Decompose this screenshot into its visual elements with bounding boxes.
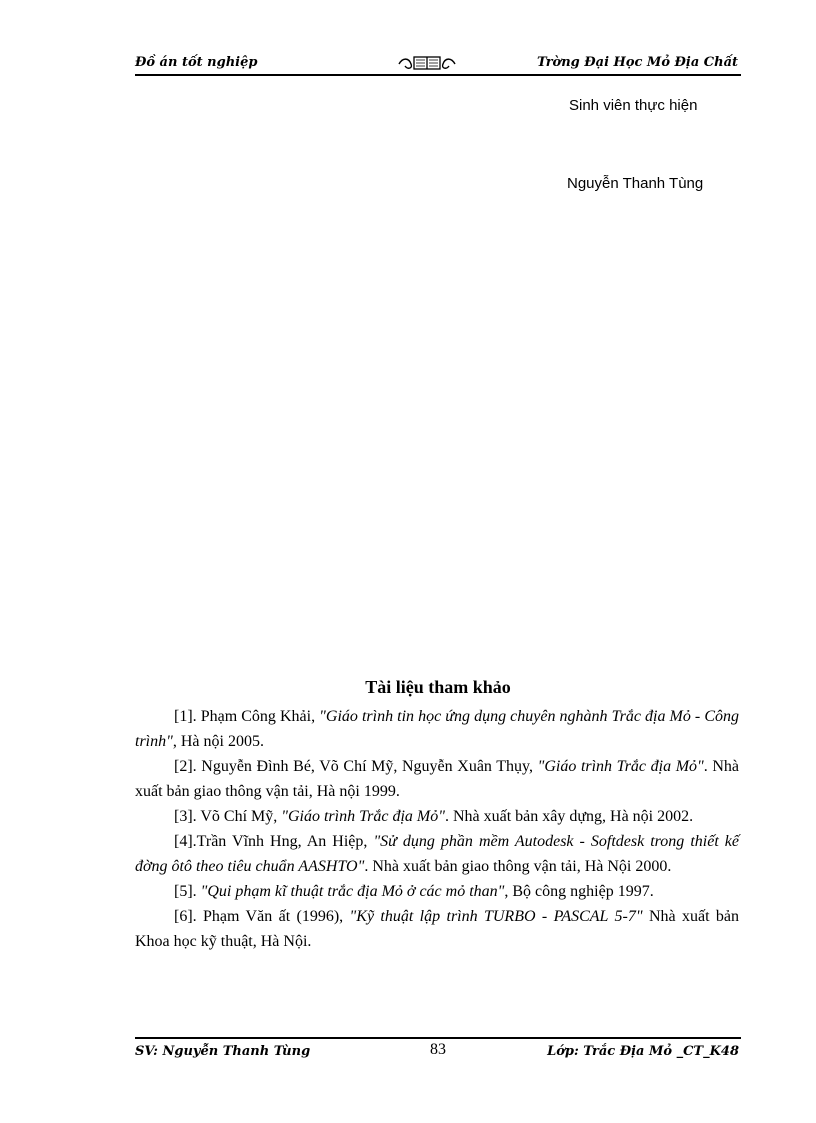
page-footer [135,1037,741,1063]
book-ornament-icon [396,54,458,72]
reference-item-3 [135,804,739,829]
reference-item-4 [135,829,739,879]
references-list [135,704,739,954]
reference-author: [3]. Võ Chí Mỹ, [174,808,282,825]
page-header [135,54,741,76]
footer-student: SV: Nguyễn Thanh Tùng [135,1044,311,1059]
signature-label: Sinh viên thực hiện [569,97,698,114]
reference-title: "Giáo trình Trắc địa Mỏ" [537,758,704,775]
reference-publication: . Nhà xuất bản giao thông vận tải, Hà nội 1999. [135,758,740,800]
reference-publication: . Nhà xuất bản giao thông vận tải, Hà Nội 2000. [364,858,672,875]
reference-author: [5]. [174,883,201,900]
reference-title: "Giáo trình Trắc địa Mỏ" [281,808,445,825]
page-number: 83 [430,1041,446,1058]
footer-class: Lớp: Trắc Địa Mỏ _CT_K48 [547,1044,739,1059]
reference-author: [6]. Phạm Văn ất (1996), [174,908,350,925]
reference-publication: Nhà xuất bản Khoa học kỹ thuật, Hà Nội. [135,908,740,950]
reference-author: [1]. Phạm Công Khải, [174,708,320,725]
reference-title: "Giáo trình tin học ứng dụng chuyên nghành Trắc địa Mỏ - Công trình" [135,708,740,750]
reference-item-5 [135,879,739,904]
reference-item-6 [135,904,739,954]
signature-name: Nguyễn Thanh Tùng [567,175,704,192]
references-title: Tài liệu tham khảo [365,677,511,697]
reference-publication: . Nhà xuất bản xây dựng, Hà nội 2002. [444,808,694,825]
reference-publication: , Hà nội 2005. [172,733,264,750]
reference-title: "Sử dụng phần mềm Autodesk - Softdesk trong thiết kế đờng ôtô theo tiêu chuẩn AASHTO" [135,833,739,875]
reference-item-2 [135,754,739,804]
reference-item-1 [135,704,739,754]
header-university: Trờng Đại Học Mỏ Địa Chất [536,55,738,70]
reference-author: [4].Trần Vĩnh Hng, An Hiệp, [174,833,374,850]
reference-author: [2]. Nguyễn Đình Bé, Võ Chí Mỹ, Nguyễn Xuân Thụy, [174,758,538,775]
reference-title: "Kỹ thuật lập trình TURBO - PASCAL 5-7" [349,908,643,925]
reference-publication: , Bộ công nghiệp 1997. [504,883,654,900]
reference-title: "Qui phạm kĩ thuật trắc địa Mỏ ở các mỏ than" [200,883,505,900]
header-document-type: Đồ án tốt nghiệp [135,55,258,70]
